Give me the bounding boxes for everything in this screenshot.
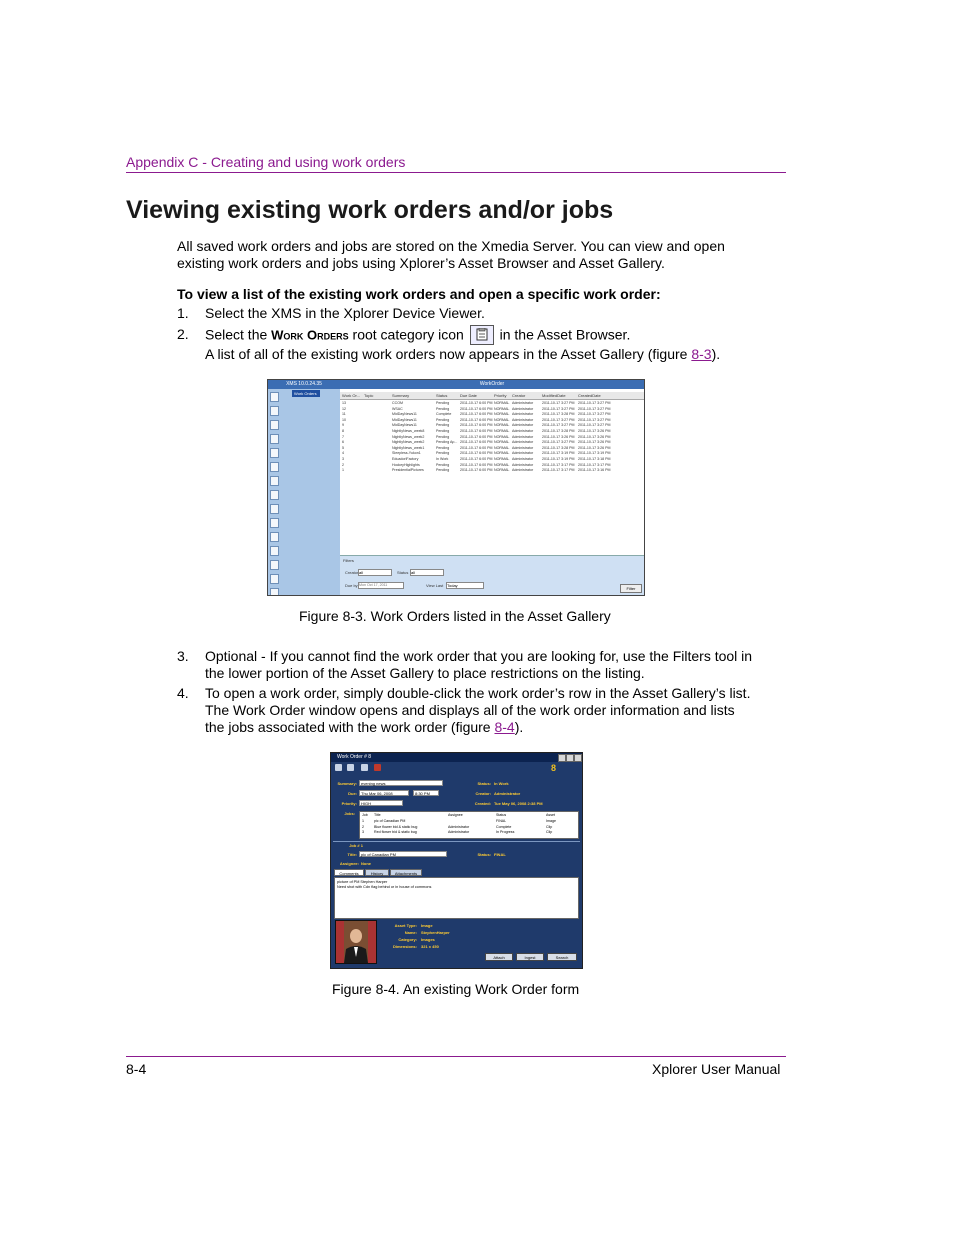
gallery-cell: 2011-10-17 3:27 PM xyxy=(578,417,611,422)
category-icon[interactable] xyxy=(270,462,279,472)
viewlast-filter-label: View Last xyxy=(426,583,444,588)
gallery-cell: 2011-10-17 3:27 PM xyxy=(578,406,611,411)
gallery-cell: Administrator xyxy=(512,412,534,417)
due-date-input[interactable]: Thu Mar 06, 2008 xyxy=(359,790,409,796)
category-icon[interactable] xyxy=(270,406,279,416)
step-2-end: in the Asset Browser. xyxy=(495,326,631,343)
figure-8-4-screenshot xyxy=(330,752,583,969)
asset-gallery-header: WorkOrder xyxy=(340,380,644,389)
gallery-cell: 2011-10-17 3:16 PM xyxy=(578,468,611,473)
gallery-cell: Administrator xyxy=(512,468,534,473)
gallery-cell: 10 xyxy=(342,417,346,422)
summary-input[interactable]: evening news xyxy=(359,780,443,786)
gallery-cell: 2011-10-17 3:27 PM xyxy=(542,440,575,445)
chapter-header: Appendix C - Creating and using work orders xyxy=(126,154,406,170)
gallery-cell: 13 xyxy=(342,401,346,405)
category-icon[interactable] xyxy=(270,448,279,458)
created-value: Tue May 06, 2008 2:38 PM xyxy=(494,801,543,806)
job-title-input[interactable]: pic of Canadian PM xyxy=(359,851,447,857)
asset-category-value: Images xyxy=(421,937,435,942)
gallery-cell: HockeyHighlights xyxy=(392,462,420,467)
job-cell[interactable]: Red flower bid & static bug xyxy=(374,830,417,834)
column-header[interactable]: CreatedDate xyxy=(578,393,601,398)
gallery-cell: Pending xyxy=(436,401,450,405)
job-cell[interactable]: Complete xyxy=(496,824,512,829)
jobs-label: Jobs: xyxy=(344,811,355,816)
creator-label: Creator: xyxy=(475,791,491,796)
gallery-cell: Administrator xyxy=(512,406,534,411)
gallery-cell: 2011-10-17 3:17 PM xyxy=(542,462,575,467)
gallery-cell: Administrator xyxy=(512,451,534,456)
gallery-column-headers xyxy=(340,392,644,400)
jobs-column-header[interactable]: Status xyxy=(496,813,507,817)
gallery-cell: Administrator xyxy=(512,440,534,445)
job-status-label: Status: xyxy=(477,852,491,857)
page-number: 8-4 xyxy=(126,1061,147,1077)
gallery-cell: NORMAL xyxy=(494,412,510,417)
category-icon[interactable] xyxy=(270,574,279,584)
jobs-column-header[interactable]: Asset xyxy=(546,813,555,817)
gallery-cell: 2011-10-17 6:00 PM xyxy=(460,412,493,417)
gallery-cell: 2011-10-17 3:19 PM xyxy=(578,451,611,456)
gallery-cell: Administrator xyxy=(512,462,534,467)
procedure-heading: To view a list of the existing work orders and open a specific work order: xyxy=(177,286,661,302)
gallery-cell: Pending xyxy=(436,417,450,422)
step-2-text xyxy=(205,326,755,346)
tree-item-work-orders[interactable]: Work Orders xyxy=(292,390,320,397)
gallery-cell: NORMAL xyxy=(494,401,510,405)
category-icon[interactable] xyxy=(270,504,279,514)
priority-label: Priority: xyxy=(341,801,357,806)
gallery-cell: NORMAL xyxy=(494,429,510,433)
priority-select[interactable]: HIGH xyxy=(359,800,403,806)
gallery-cell: NORMAL xyxy=(494,462,510,467)
asset-category-label: Category: xyxy=(398,937,417,942)
work-order-titlebar xyxy=(331,753,582,762)
gallery-cell: 2011-10-17 6:00 PM xyxy=(460,401,493,405)
gallery-cell: 2011-10-17 3:28 PM xyxy=(542,445,575,450)
gallery-cell: 2 xyxy=(342,462,344,467)
gallery-cell: 2011-10-17 3:17 PM xyxy=(542,468,575,473)
gallery-cell: Pending xyxy=(436,423,450,428)
gallery-cell: Pending xyxy=(436,406,450,411)
gallery-cell: 2011-10-17 3:27 PM xyxy=(578,423,611,428)
work-orders-category-icon xyxy=(470,325,494,345)
step-1-text: Select the XMS in the Xplorer Device Viewer. xyxy=(205,305,485,321)
gallery-cell: EduadorlFactory xyxy=(392,457,419,461)
gallery-row[interactable] xyxy=(340,468,644,474)
gallery-cell: Administrator xyxy=(512,445,534,450)
tab-comments[interactable]: Comments xyxy=(334,869,364,876)
work-orders-label: Work Orders xyxy=(271,327,349,343)
jobs-column-header[interactable]: Title xyxy=(374,813,381,817)
gallery-cell: 2011-10-17 3:26 PM xyxy=(578,434,611,439)
step-3-number: 3. xyxy=(177,648,189,664)
creator-filter-label: Creator xyxy=(345,570,359,575)
gallery-cell: 2011-10-17 3:27 PM xyxy=(578,401,611,405)
gallery-cell: PresidentialPictures xyxy=(392,468,424,473)
step-2-sub-pre: A list of all of the existing work orders now appears in the Asset Gallery (figure xyxy=(205,346,692,362)
job-cell[interactable]: 2 xyxy=(362,824,364,829)
gallery-cell: 2011-10-17 3:18 PM xyxy=(578,457,611,461)
job-cell[interactable]: Clip xyxy=(546,830,553,834)
work-order-number: 8 xyxy=(551,763,557,773)
gallery-cell: NORMAL xyxy=(494,468,510,473)
gallery-cell: NORMAL xyxy=(494,457,510,461)
asset-name-label: Name: xyxy=(404,930,417,935)
gallery-cell: 3 xyxy=(342,457,344,461)
gallery-cell: 2011-10-17 6:00 PM xyxy=(460,457,493,461)
figure-8-3-screenshot xyxy=(267,379,645,596)
gallery-cell: 2011-10-17 3:27 PM xyxy=(542,423,575,428)
figure-8-3-caption: Figure 8-3. Work Orders listed in the Asset Gallery xyxy=(299,608,611,624)
category-icon[interactable] xyxy=(270,588,279,596)
gallery-cell: Administrator xyxy=(512,429,534,433)
asset-thumbnail xyxy=(335,920,377,964)
gallery-cell: 4 xyxy=(342,451,344,456)
category-icon[interactable] xyxy=(270,560,279,570)
due-time-input[interactable]: 8:30 PM xyxy=(413,790,439,796)
delete-icon[interactable] xyxy=(374,764,381,771)
status-filter-label: Status xyxy=(397,570,409,575)
step-3-text: Optional - If you cannot find the work order that you are looking for, use the Filters tool in the lower portion of the Asset Gallery to place restrictions on the listing. xyxy=(205,648,753,681)
step-1-number: 1. xyxy=(177,305,189,321)
comment-line: Need shot with Cdn flag behind or in house of commons xyxy=(337,885,432,889)
gallery-cell: 2011-10-17 3:27 PM xyxy=(542,406,575,411)
viewlast-filter-select[interactable]: Today xyxy=(446,582,484,589)
job-status-value: FINAL xyxy=(494,852,506,857)
gallery-cell: Administrator xyxy=(512,401,534,405)
gallery-cell: Pending xyxy=(436,468,450,473)
creator-filter-select[interactable]: all xyxy=(358,569,392,576)
category-icon[interactable] xyxy=(270,490,279,500)
job-cell[interactable]: In Progress xyxy=(496,830,515,834)
comment-line: picture of PM Stephen Harper xyxy=(337,880,388,884)
gallery-cell: 2011-10-17 6:00 PM xyxy=(460,451,493,456)
category-icon[interactable] xyxy=(270,532,279,542)
gallery-cell: 2011-10-17 3:27 PM xyxy=(578,412,611,417)
gallery-cell: 12 xyxy=(342,406,346,411)
work-order-toolbar xyxy=(331,762,582,774)
gallery-cell: Pending xyxy=(436,451,450,456)
category-icon[interactable] xyxy=(270,420,279,430)
job-cell[interactable]: pic of Canadian PM xyxy=(374,819,406,823)
gallery-cell: 2011-10-17 3:28 PM xyxy=(542,412,575,417)
asset-gallery-panel xyxy=(340,380,644,595)
maximize-icon[interactable] xyxy=(566,754,574,762)
step-4-number: 4. xyxy=(177,685,189,701)
figure-8-3-link[interactable]: 8-3 xyxy=(691,346,712,362)
gallery-cell: 2011-10-17 3:17 PM xyxy=(578,462,611,467)
job-cell[interactable]: FINAL xyxy=(496,819,507,823)
step-4-text xyxy=(205,685,755,736)
job-cell[interactable]: Blue flower bid & static bug xyxy=(374,824,418,829)
gallery-cell: 2011-10-17 3:27 PM xyxy=(542,417,575,422)
category-icon[interactable] xyxy=(270,434,279,444)
step-2-subtext xyxy=(205,346,755,363)
gallery-cell: Administrator xyxy=(512,434,534,439)
status-filter-select[interactable]: all xyxy=(410,569,444,576)
assignee-label: Assignee: xyxy=(339,861,359,866)
job-title-label: Title: xyxy=(347,852,357,857)
gallery-cell: Complete xyxy=(436,412,452,417)
search-button[interactable]: Search xyxy=(547,953,577,961)
gallery-cell: 2011-10-17 6:00 PM xyxy=(460,423,493,428)
gallery-cell: 1 xyxy=(342,468,344,473)
gallery-cell: 2011-10-17 3:19 PM xyxy=(542,451,575,456)
gallery-cell: NORMAL xyxy=(494,406,510,411)
work-order-window-title: Work Order # 8 xyxy=(337,754,372,760)
minimize-icon[interactable] xyxy=(558,754,566,762)
gallery-cell: 2011-10-17 3:27 PM xyxy=(542,401,575,405)
gallery-cell: MidDayNews11 xyxy=(392,423,417,428)
gallery-cell: WSAC xyxy=(392,406,403,411)
gallery-cell: 2011-10-17 6:00 PM xyxy=(460,429,493,433)
footer-rule xyxy=(126,1056,786,1057)
dueby-filter-label: Due by xyxy=(345,583,358,588)
category-icon[interactable] xyxy=(270,518,279,528)
jobs-column-header[interactable]: Assignee xyxy=(448,813,463,817)
status-value: In Work xyxy=(494,781,509,786)
edit-icon[interactable] xyxy=(347,764,354,771)
category-icon[interactable] xyxy=(270,476,279,486)
gallery-cell: Pending xyxy=(436,434,450,439)
column-header[interactable]: ModifiedDate xyxy=(542,393,566,398)
assignee-value: None xyxy=(361,861,371,866)
column-header[interactable]: Work Or... xyxy=(342,393,360,398)
gallery-cell: Pending xyxy=(436,462,450,467)
gallery-cell: NightlyNews_week8 xyxy=(392,429,425,433)
creator-value: Administrator xyxy=(494,791,521,796)
attach-button[interactable]: Attach xyxy=(485,953,513,961)
print-icon[interactable] xyxy=(361,764,368,771)
step-2-number: 2. xyxy=(177,326,189,342)
gallery-cell: NightlyNews_week2 xyxy=(392,434,425,439)
gallery-cell: CCOM xyxy=(392,401,403,405)
dueby-filter-input[interactable]: Mon Oct 17, 2011 xyxy=(358,582,404,589)
tab-history[interactable]: History xyxy=(365,869,389,876)
gallery-cell: 2011-10-17 6:00 PM xyxy=(460,434,493,439)
gallery-cell: 9 xyxy=(342,423,344,428)
column-header[interactable]: Status xyxy=(436,393,448,398)
gallery-cell: NORMAL xyxy=(494,423,510,428)
tab-attachments[interactable]: Attachments xyxy=(390,869,422,876)
gallery-cell: 2011-10-17 6:00 PM xyxy=(460,406,493,411)
gallery-cell: 6 xyxy=(342,440,344,445)
column-header[interactable]: Topic xyxy=(364,393,374,398)
filters-panel xyxy=(340,555,644,596)
column-header[interactable]: Summary xyxy=(392,393,410,398)
gallery-cell: 2011-10-17 3:26 PM xyxy=(578,440,611,445)
category-icon[interactable] xyxy=(270,392,279,402)
gallery-cell: 7 xyxy=(342,434,344,439)
asset-dimensions-label: Dimensions: xyxy=(392,944,417,949)
asset-browser-header: XMS 10.0.24.35 xyxy=(268,380,340,389)
gallery-cell: 2011-10-17 3:26 PM xyxy=(578,445,611,450)
due-label: Due: xyxy=(348,791,357,796)
gallery-cell: 2011-10-17 3:19 PM xyxy=(542,457,575,461)
created-label: Created: xyxy=(474,801,491,806)
step-2-pre: Select the xyxy=(205,326,272,343)
gallery-cell: NORMAL xyxy=(494,434,510,439)
column-header[interactable]: Priority xyxy=(494,393,507,398)
jobs-column-header[interactable]: Job xyxy=(362,813,368,817)
gallery-cell: MidDayNews11 xyxy=(392,417,417,422)
jobs-separator xyxy=(333,841,580,842)
step-4-pre: To open a work order, simply double-click the work order’s row in the Asset Gallery’s list. The Work Order window opens and displays all of the work order information and lists the jobs associated with the work order (figure xyxy=(205,685,751,735)
job-cell[interactable]: Administrator xyxy=(448,824,470,829)
gallery-cell: MidDayNews11 xyxy=(392,412,417,417)
gallery-cell: In Work xyxy=(436,457,449,461)
step-2-sub-post: ). xyxy=(711,346,721,362)
asset-type-value: Image xyxy=(421,923,433,928)
asset-name-value: StephenHarper xyxy=(421,930,450,935)
gallery-cell: Pending xyxy=(436,429,450,433)
category-icon[interactable] xyxy=(270,546,279,556)
step-4-post: ). xyxy=(514,719,524,735)
job-cell[interactable]: 1 xyxy=(362,819,364,823)
gallery-cell: Administrator xyxy=(512,457,534,461)
gallery-cell: NightlyNews_week1 xyxy=(392,445,425,450)
asset-browser-icon-column xyxy=(270,392,279,596)
filters-label: Filters xyxy=(343,558,354,563)
job-cell[interactable]: 3 xyxy=(362,830,364,834)
gallery-cell: Pending Ap... xyxy=(436,440,458,445)
asset-type-label: Asset Type: xyxy=(394,923,417,928)
filter-button[interactable]: Filter xyxy=(620,584,642,593)
gallery-cell: NORMAL xyxy=(494,440,510,445)
jobs-table xyxy=(359,811,579,839)
gallery-cell: Administrator xyxy=(512,423,534,428)
gallery-cell: 2011-10-17 6:00 PM xyxy=(460,440,493,445)
gallery-cell: 11 xyxy=(342,412,346,417)
gallery-cell: 5 xyxy=(342,445,344,450)
step-2-post: root category icon xyxy=(348,326,464,343)
figure-8-4-link[interactable]: 8-4 xyxy=(494,719,515,735)
gallery-cell: 2011-10-17 3:26 PM xyxy=(578,429,611,433)
manual-title: Xplorer User Manual xyxy=(652,1061,781,1077)
gallery-cell: Administrator xyxy=(512,417,534,422)
gallery-cell: 2011-10-17 6:00 PM xyxy=(460,417,493,422)
close-icon[interactable] xyxy=(574,754,582,762)
column-header[interactable]: Due Date xyxy=(460,393,477,398)
gallery-cell: 2011-10-17 3:26 PM xyxy=(542,434,575,439)
figure-8-4-caption: Figure 8-4. An existing Work Order form xyxy=(332,981,580,997)
asset-browser-panel xyxy=(268,380,340,595)
gallery-cell: 8 xyxy=(342,429,344,433)
save-icon[interactable] xyxy=(335,764,342,771)
status-label: Status: xyxy=(477,781,491,786)
job-number-label: Job # 1 xyxy=(349,843,363,848)
gallery-cell: NORMAL xyxy=(494,445,510,450)
intro-paragraph: All saved work orders and jobs are stored on the Xmedia Server. You can view and open existing work orders and jobs using Xplorer’s Asset Browser and Asset Gallery. xyxy=(177,238,725,271)
comments-textarea[interactable] xyxy=(334,877,579,919)
gallery-cell: Pending xyxy=(436,445,450,450)
gallery-cell: 2011-10-17 6:00 PM xyxy=(460,462,493,467)
gallery-cell: 2011-10-17 3:28 PM xyxy=(542,429,575,433)
gallery-cell: NightlyNews_week2 xyxy=(392,440,425,445)
gallery-cell: 2011-10-17 6:00 PM xyxy=(460,468,493,473)
summary-label: Summary: xyxy=(337,781,357,786)
gallery-cell: Sleepless-Yukon1 xyxy=(392,451,421,456)
asset-dimensions-value: 321 x 450 xyxy=(421,944,439,949)
gallery-cell: NORMAL xyxy=(494,451,510,456)
job-cell[interactable]: Clip xyxy=(546,824,553,829)
section-title: Viewing existing work orders and/or jobs xyxy=(126,196,614,224)
job-cell[interactable]: Image xyxy=(546,819,556,823)
column-header[interactable]: Creator xyxy=(512,393,526,398)
gallery-cell: NORMAL xyxy=(494,417,510,422)
ingest-button[interactable]: Ingest xyxy=(516,953,544,961)
job-cell[interactable]: Administrator xyxy=(448,830,470,834)
header-rule xyxy=(126,172,786,173)
gallery-cell: 2011-10-17 6:00 PM xyxy=(460,445,493,450)
